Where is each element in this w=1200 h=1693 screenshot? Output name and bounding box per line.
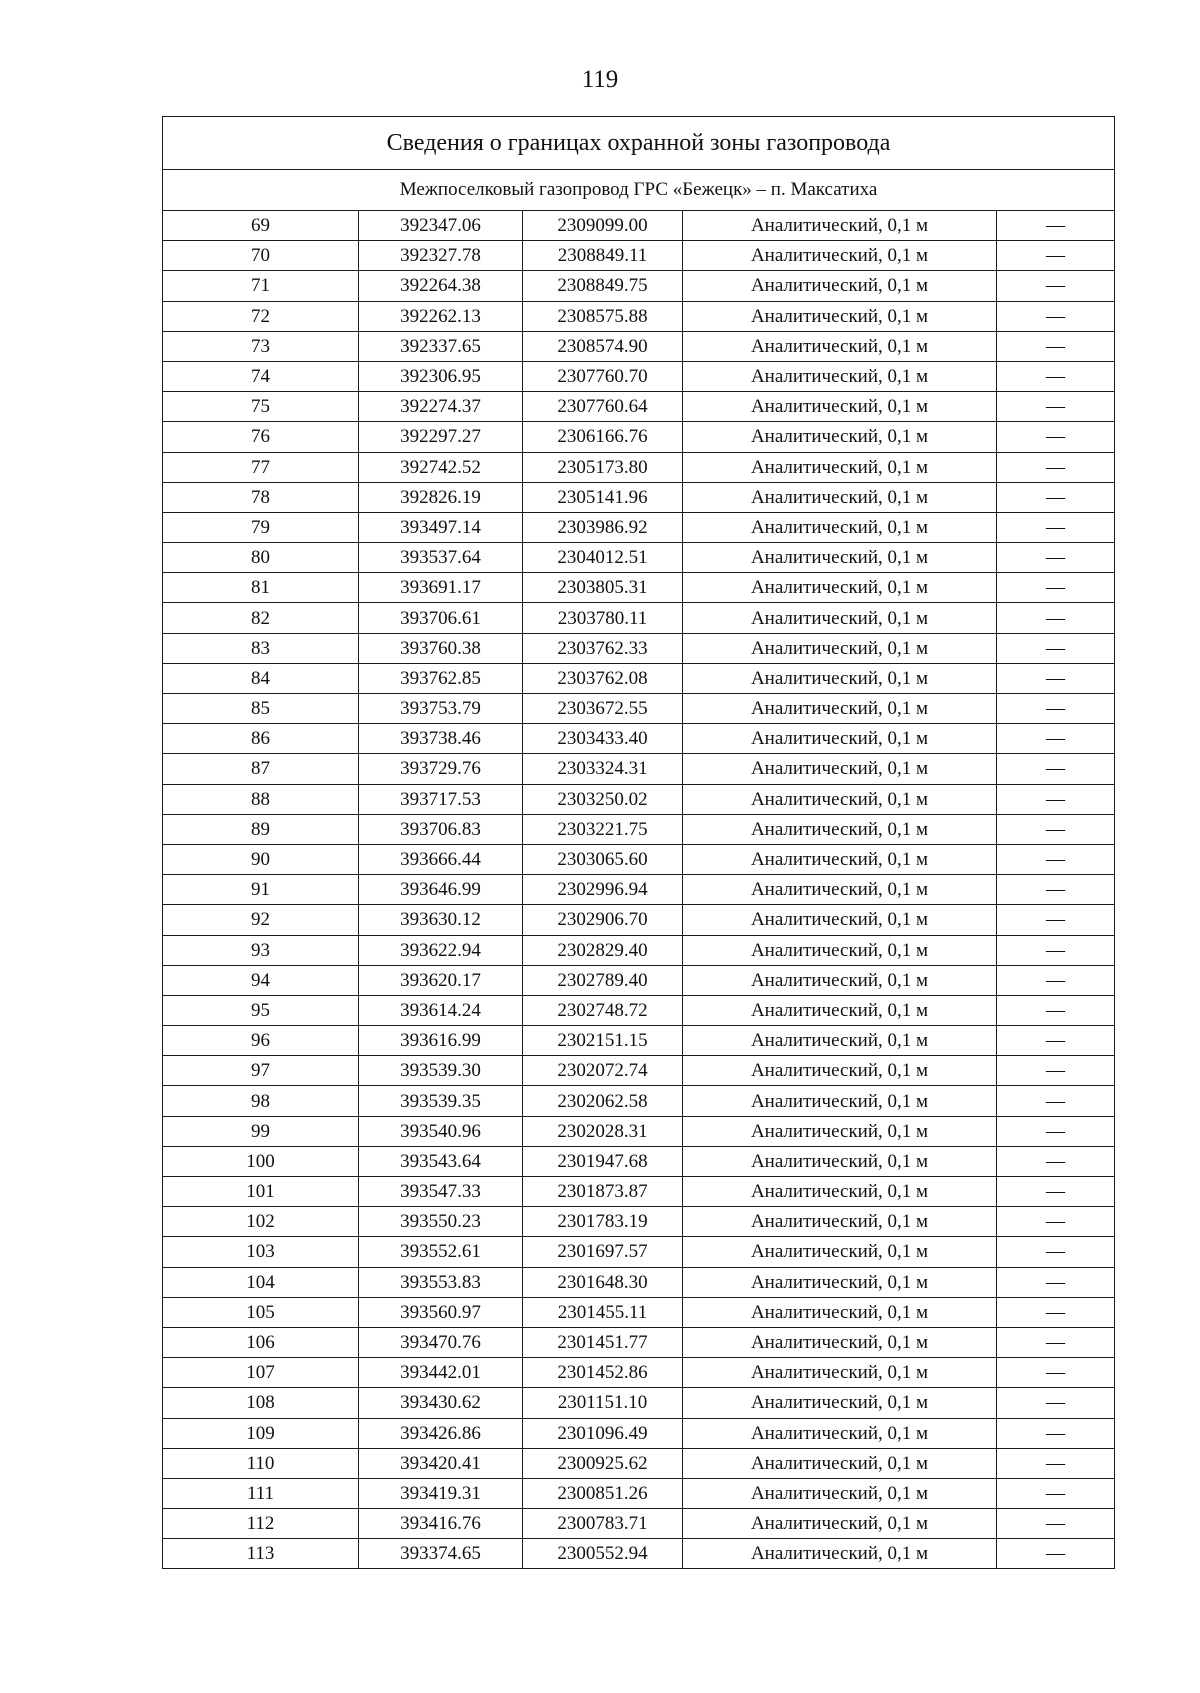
table-row (163, 1146, 1115, 1176)
x-coordinate-cell: 392297.27 (359, 422, 523, 452)
point-description-cell: — (997, 301, 1115, 331)
y-coordinate-cell: 2301947.68 (523, 1146, 683, 1176)
table-row (163, 1509, 1115, 1539)
point-number-cell: 80 (163, 543, 359, 573)
table-row (163, 1086, 1115, 1116)
x-coordinate-cell: 393762.85 (359, 663, 523, 693)
method-accuracy-cell: Аналитический, 0,1 м (683, 573, 997, 603)
table-row (163, 1448, 1115, 1478)
method-accuracy-cell: Аналитический, 0,1 м (683, 1297, 997, 1327)
method-accuracy-cell: Аналитический, 0,1 м (683, 543, 997, 573)
table-row (163, 814, 1115, 844)
y-coordinate-cell: 2301648.30 (523, 1267, 683, 1297)
x-coordinate-cell: 393753.79 (359, 694, 523, 724)
y-coordinate-cell: 2309099.00 (523, 211, 683, 241)
x-coordinate-cell: 393553.83 (359, 1267, 523, 1297)
point-number-cell: 79 (163, 512, 359, 542)
point-description-cell: — (997, 1146, 1115, 1176)
table-row (163, 331, 1115, 361)
point-description-cell: — (997, 573, 1115, 603)
point-number-cell: 76 (163, 422, 359, 452)
point-description-cell: — (997, 633, 1115, 663)
method-accuracy-cell: Аналитический, 0,1 м (683, 905, 997, 935)
point-number-cell: 101 (163, 1177, 359, 1207)
y-coordinate-cell: 2305173.80 (523, 452, 683, 482)
x-coordinate-cell: 393442.01 (359, 1358, 523, 1388)
y-coordinate-cell: 2303762.08 (523, 663, 683, 693)
y-coordinate-cell: 2303805.31 (523, 573, 683, 603)
x-coordinate-cell: 393666.44 (359, 844, 523, 874)
method-accuracy-cell: Аналитический, 0,1 м (683, 271, 997, 301)
table-row (163, 1418, 1115, 1448)
method-accuracy-cell: Аналитический, 0,1 м (683, 1086, 997, 1116)
x-coordinate-cell: 393622.94 (359, 935, 523, 965)
method-accuracy-cell: Аналитический, 0,1 м (683, 784, 997, 814)
x-coordinate-cell: 393630.12 (359, 905, 523, 935)
point-number-cell: 73 (163, 331, 359, 361)
method-accuracy-cell: Аналитический, 0,1 м (683, 1237, 997, 1267)
point-description-cell: — (997, 331, 1115, 361)
point-number-cell: 84 (163, 663, 359, 693)
point-number-cell: 83 (163, 633, 359, 663)
x-coordinate-cell: 392327.78 (359, 241, 523, 271)
point-description-cell: — (997, 543, 1115, 573)
point-description-cell: — (997, 1237, 1115, 1267)
table-row (163, 543, 1115, 573)
method-accuracy-cell: Аналитический, 0,1 м (683, 694, 997, 724)
method-accuracy-cell: Аналитический, 0,1 м (683, 754, 997, 784)
point-number-cell: 71 (163, 271, 359, 301)
y-coordinate-cell: 2303986.92 (523, 512, 683, 542)
point-number-cell: 109 (163, 1418, 359, 1448)
x-coordinate-cell: 393691.17 (359, 573, 523, 603)
y-coordinate-cell: 2304012.51 (523, 543, 683, 573)
y-coordinate-cell: 2303762.33 (523, 633, 683, 663)
x-coordinate-cell: 393430.62 (359, 1388, 523, 1418)
x-coordinate-cell: 392264.38 (359, 271, 523, 301)
y-coordinate-cell: 2302996.94 (523, 875, 683, 905)
point-number-cell: 69 (163, 211, 359, 241)
point-number-cell: 78 (163, 482, 359, 512)
y-coordinate-cell: 2300851.26 (523, 1478, 683, 1508)
point-number-cell: 74 (163, 361, 359, 391)
y-coordinate-cell: 2306166.76 (523, 422, 683, 452)
method-accuracy-cell: Аналитический, 0,1 м (683, 1539, 997, 1569)
x-coordinate-cell: 393539.30 (359, 1056, 523, 1086)
point-number-cell: 99 (163, 1116, 359, 1146)
method-accuracy-cell: Аналитический, 0,1 м (683, 965, 997, 995)
table-subtitle: Межпоселковый газопровод ГРС «Бежецк» – п. Максатиха (163, 170, 1115, 211)
point-description-cell: — (997, 1207, 1115, 1237)
table-row (163, 512, 1115, 542)
x-coordinate-cell: 393540.96 (359, 1116, 523, 1146)
x-coordinate-cell: 393543.64 (359, 1146, 523, 1176)
point-description-cell: — (997, 603, 1115, 633)
table-row (163, 784, 1115, 814)
method-accuracy-cell: Аналитический, 0,1 м (683, 995, 997, 1025)
x-coordinate-cell: 393547.33 (359, 1177, 523, 1207)
x-coordinate-cell: 392274.37 (359, 392, 523, 422)
y-coordinate-cell: 2302748.72 (523, 995, 683, 1025)
y-coordinate-cell: 2302028.31 (523, 1116, 683, 1146)
point-description-cell: — (997, 1026, 1115, 1056)
point-description-cell: — (997, 1297, 1115, 1327)
y-coordinate-cell: 2307760.64 (523, 392, 683, 422)
table-row (163, 1388, 1115, 1418)
x-coordinate-cell: 393706.61 (359, 603, 523, 633)
x-coordinate-cell: 393614.24 (359, 995, 523, 1025)
table-row (163, 905, 1115, 935)
point-description-cell: — (997, 422, 1115, 452)
point-number-cell: 102 (163, 1207, 359, 1237)
point-number-cell: 77 (163, 452, 359, 482)
x-coordinate-cell: 393537.64 (359, 543, 523, 573)
method-accuracy-cell: Аналитический, 0,1 м (683, 844, 997, 874)
table-row (163, 935, 1115, 965)
point-description-cell: — (997, 965, 1115, 995)
method-accuracy-cell: Аналитический, 0,1 м (683, 663, 997, 693)
page-number: 119 (581, 66, 619, 93)
point-description-cell: — (997, 1358, 1115, 1388)
x-coordinate-cell: 393760.38 (359, 633, 523, 663)
table-row (163, 1116, 1115, 1146)
table-subtitle-row (163, 170, 1115, 211)
y-coordinate-cell: 2308575.88 (523, 301, 683, 331)
point-number-cell: 97 (163, 1056, 359, 1086)
y-coordinate-cell: 2303672.55 (523, 694, 683, 724)
x-coordinate-cell: 393620.17 (359, 965, 523, 995)
method-accuracy-cell: Аналитический, 0,1 м (683, 1448, 997, 1478)
y-coordinate-cell: 2303065.60 (523, 844, 683, 874)
table-row (163, 301, 1115, 331)
method-accuracy-cell: Аналитический, 0,1 м (683, 633, 997, 663)
table-row (163, 1358, 1115, 1388)
point-number-cell: 88 (163, 784, 359, 814)
x-coordinate-cell: 393470.76 (359, 1327, 523, 1357)
point-number-cell: 95 (163, 995, 359, 1025)
method-accuracy-cell: Аналитический, 0,1 м (683, 603, 997, 633)
y-coordinate-cell: 2302151.15 (523, 1026, 683, 1056)
point-number-cell: 90 (163, 844, 359, 874)
method-accuracy-cell: Аналитический, 0,1 м (683, 875, 997, 905)
point-description-cell: — (997, 1388, 1115, 1418)
y-coordinate-cell: 2301452.86 (523, 1358, 683, 1388)
y-coordinate-cell: 2300925.62 (523, 1448, 683, 1478)
x-coordinate-cell: 393374.65 (359, 1539, 523, 1569)
table-row (163, 875, 1115, 905)
table-row (163, 1267, 1115, 1297)
y-coordinate-cell: 2308849.75 (523, 271, 683, 301)
point-description-cell: — (997, 1116, 1115, 1146)
point-number-cell: 107 (163, 1358, 359, 1388)
point-description-cell: — (997, 1267, 1115, 1297)
point-number-cell: 92 (163, 905, 359, 935)
method-accuracy-cell: Аналитический, 0,1 м (683, 392, 997, 422)
method-accuracy-cell: Аналитический, 0,1 м (683, 422, 997, 452)
method-accuracy-cell: Аналитический, 0,1 м (683, 1478, 997, 1508)
table-row (163, 482, 1115, 512)
y-coordinate-cell: 2300552.94 (523, 1539, 683, 1569)
x-coordinate-cell: 393706.83 (359, 814, 523, 844)
point-number-cell: 113 (163, 1539, 359, 1569)
table-row (163, 1207, 1115, 1237)
method-accuracy-cell: Аналитический, 0,1 м (683, 1146, 997, 1176)
point-description-cell: — (997, 1448, 1115, 1478)
point-description-cell: — (997, 1418, 1115, 1448)
y-coordinate-cell: 2303250.02 (523, 784, 683, 814)
table-row (163, 1327, 1115, 1357)
x-coordinate-cell: 393717.53 (359, 784, 523, 814)
x-coordinate-cell: 393539.35 (359, 1086, 523, 1116)
y-coordinate-cell: 2302062.58 (523, 1086, 683, 1116)
point-number-cell: 100 (163, 1146, 359, 1176)
point-description-cell: — (997, 1539, 1115, 1569)
y-coordinate-cell: 2303780.11 (523, 603, 683, 633)
y-coordinate-cell: 2301451.77 (523, 1327, 683, 1357)
table-row (163, 241, 1115, 271)
point-description-cell: — (997, 844, 1115, 874)
table-row (163, 573, 1115, 603)
x-coordinate-cell: 393552.61 (359, 1237, 523, 1267)
point-description-cell: — (997, 1177, 1115, 1207)
y-coordinate-cell: 2301697.57 (523, 1237, 683, 1267)
table-row (163, 1056, 1115, 1086)
point-number-cell: 105 (163, 1297, 359, 1327)
point-description-cell: — (997, 392, 1115, 422)
table-row (163, 1478, 1115, 1508)
point-description-cell: — (997, 663, 1115, 693)
table-row (163, 995, 1115, 1025)
point-description-cell: — (997, 995, 1115, 1025)
y-coordinate-cell: 2308849.11 (523, 241, 683, 271)
point-description-cell: — (997, 482, 1115, 512)
table-row (163, 724, 1115, 754)
y-coordinate-cell: 2307760.70 (523, 361, 683, 391)
x-coordinate-cell: 393497.14 (359, 512, 523, 542)
x-coordinate-cell: 393616.99 (359, 1026, 523, 1056)
point-number-cell: 85 (163, 694, 359, 724)
point-number-cell: 70 (163, 241, 359, 271)
y-coordinate-cell: 2302906.70 (523, 905, 683, 935)
y-coordinate-cell: 2303324.31 (523, 754, 683, 784)
point-description-cell: — (997, 1327, 1115, 1357)
point-number-cell: 112 (163, 1509, 359, 1539)
method-accuracy-cell: Аналитический, 0,1 м (683, 1207, 997, 1237)
table-row (163, 844, 1115, 874)
point-number-cell: 75 (163, 392, 359, 422)
y-coordinate-cell: 2301873.87 (523, 1177, 683, 1207)
y-coordinate-cell: 2305141.96 (523, 482, 683, 512)
table-row (163, 603, 1115, 633)
point-description-cell: — (997, 814, 1115, 844)
x-coordinate-cell: 392347.06 (359, 211, 523, 241)
point-number-cell: 96 (163, 1026, 359, 1056)
method-accuracy-cell: Аналитический, 0,1 м (683, 1509, 997, 1539)
point-description-cell: — (997, 905, 1115, 935)
method-accuracy-cell: Аналитический, 0,1 м (683, 1418, 997, 1448)
x-coordinate-cell: 393420.41 (359, 1448, 523, 1478)
point-number-cell: 82 (163, 603, 359, 633)
point-number-cell: 72 (163, 301, 359, 331)
y-coordinate-cell: 2301151.10 (523, 1388, 683, 1418)
table-row (163, 633, 1115, 663)
x-coordinate-cell: 393426.86 (359, 1418, 523, 1448)
table-row (163, 1237, 1115, 1267)
table-row (163, 1539, 1115, 1569)
x-coordinate-cell: 393646.99 (359, 875, 523, 905)
table-row (163, 965, 1115, 995)
point-number-cell: 110 (163, 1448, 359, 1478)
y-coordinate-cell: 2302072.74 (523, 1056, 683, 1086)
point-number-cell: 81 (163, 573, 359, 603)
x-coordinate-cell: 392306.95 (359, 361, 523, 391)
point-number-cell: 86 (163, 724, 359, 754)
method-accuracy-cell: Аналитический, 0,1 м (683, 361, 997, 391)
x-coordinate-cell: 392337.65 (359, 331, 523, 361)
method-accuracy-cell: Аналитический, 0,1 м (683, 241, 997, 271)
method-accuracy-cell: Аналитический, 0,1 м (683, 935, 997, 965)
method-accuracy-cell: Аналитический, 0,1 м (683, 1388, 997, 1418)
table-row (163, 694, 1115, 724)
point-number-cell: 108 (163, 1388, 359, 1418)
boundary-table (162, 116, 1115, 1569)
method-accuracy-cell: Аналитический, 0,1 м (683, 301, 997, 331)
method-accuracy-cell: Аналитический, 0,1 м (683, 1056, 997, 1086)
x-coordinate-cell: 393560.97 (359, 1297, 523, 1327)
method-accuracy-cell: Аналитический, 0,1 м (683, 211, 997, 241)
point-description-cell: — (997, 694, 1115, 724)
method-accuracy-cell: Аналитический, 0,1 м (683, 814, 997, 844)
point-number-cell: 94 (163, 965, 359, 995)
point-description-cell: — (997, 754, 1115, 784)
y-coordinate-cell: 2301455.11 (523, 1297, 683, 1327)
table-title: Сведения о границах охранной зоны газопровода (163, 117, 1115, 170)
y-coordinate-cell: 2301096.49 (523, 1418, 683, 1448)
x-coordinate-cell: 392742.52 (359, 452, 523, 482)
table-row (163, 392, 1115, 422)
method-accuracy-cell: Аналитический, 0,1 м (683, 1116, 997, 1146)
x-coordinate-cell: 392262.13 (359, 301, 523, 331)
point-number-cell: 91 (163, 875, 359, 905)
point-number-cell: 103 (163, 1237, 359, 1267)
method-accuracy-cell: Аналитический, 0,1 м (683, 1026, 997, 1056)
method-accuracy-cell: Аналитический, 0,1 м (683, 452, 997, 482)
table-row (163, 422, 1115, 452)
y-coordinate-cell: 2303221.75 (523, 814, 683, 844)
point-description-cell: — (997, 211, 1115, 241)
point-description-cell: — (997, 875, 1115, 905)
table-row (163, 1177, 1115, 1207)
table-row (163, 271, 1115, 301)
x-coordinate-cell: 393729.76 (359, 754, 523, 784)
method-accuracy-cell: Аналитический, 0,1 м (683, 482, 997, 512)
x-coordinate-cell: 392826.19 (359, 482, 523, 512)
point-number-cell: 89 (163, 814, 359, 844)
point-number-cell: 87 (163, 754, 359, 784)
point-number-cell: 111 (163, 1478, 359, 1508)
point-description-cell: — (997, 724, 1115, 754)
x-coordinate-cell: 393738.46 (359, 724, 523, 754)
x-coordinate-cell: 393550.23 (359, 1207, 523, 1237)
method-accuracy-cell: Аналитический, 0,1 м (683, 1327, 997, 1357)
y-coordinate-cell: 2303433.40 (523, 724, 683, 754)
table-row (163, 754, 1115, 784)
point-description-cell: — (997, 1478, 1115, 1508)
point-description-cell: — (997, 1086, 1115, 1116)
x-coordinate-cell: 393416.76 (359, 1509, 523, 1539)
point-number-cell: 98 (163, 1086, 359, 1116)
point-description-cell: — (997, 1509, 1115, 1539)
point-description-cell: — (997, 361, 1115, 391)
point-description-cell: — (997, 512, 1115, 542)
table-row (163, 663, 1115, 693)
method-accuracy-cell: Аналитический, 0,1 м (683, 331, 997, 361)
method-accuracy-cell: Аналитический, 0,1 м (683, 512, 997, 542)
point-description-cell: — (997, 1056, 1115, 1086)
point-number-cell: 93 (163, 935, 359, 965)
table-row (163, 1297, 1115, 1327)
table-title-row (163, 117, 1115, 170)
y-coordinate-cell: 2302829.40 (523, 935, 683, 965)
y-coordinate-cell: 2300783.71 (523, 1509, 683, 1539)
x-coordinate-cell: 393419.31 (359, 1478, 523, 1508)
table-row (163, 211, 1115, 241)
point-description-cell: — (997, 271, 1115, 301)
y-coordinate-cell: 2301783.19 (523, 1207, 683, 1237)
method-accuracy-cell: Аналитический, 0,1 м (683, 1267, 997, 1297)
point-number-cell: 104 (163, 1267, 359, 1297)
method-accuracy-cell: Аналитический, 0,1 м (683, 724, 997, 754)
table-row (163, 1026, 1115, 1056)
y-coordinate-cell: 2308574.90 (523, 331, 683, 361)
point-number-cell: 106 (163, 1327, 359, 1357)
point-description-cell: — (997, 935, 1115, 965)
y-coordinate-cell: 2302789.40 (523, 965, 683, 995)
method-accuracy-cell: Аналитический, 0,1 м (683, 1358, 997, 1388)
table-row (163, 361, 1115, 391)
point-description-cell: — (997, 452, 1115, 482)
point-description-cell: — (997, 784, 1115, 814)
point-description-cell: — (997, 241, 1115, 271)
method-accuracy-cell: Аналитический, 0,1 м (683, 1177, 997, 1207)
table-row (163, 452, 1115, 482)
